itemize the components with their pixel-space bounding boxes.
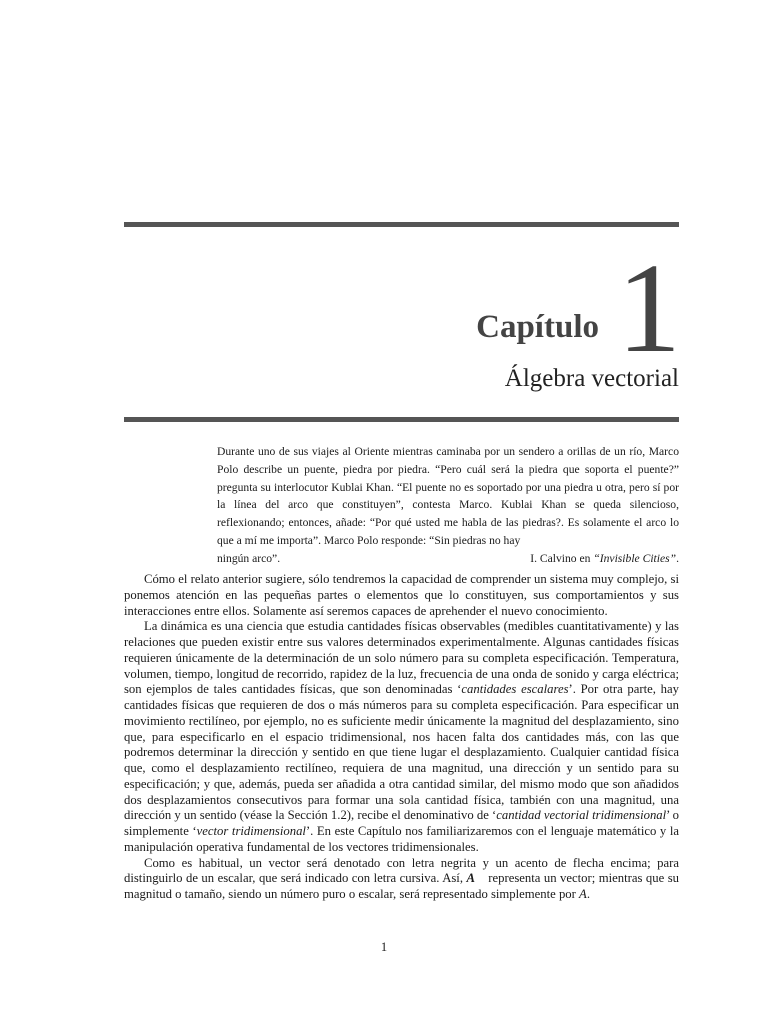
paragraph-3-part-b: representa un vector; mientras que su magnitud o tamaño, siendo un número puro o escalar, será representado simplemente por: [124, 871, 679, 901]
paragraph-3-part-c: .: [586, 887, 590, 901]
body-text: [124, 572, 679, 903]
term-vector-tridimensional: vector tridimensional: [196, 824, 306, 838]
bottom-rule: [124, 417, 679, 422]
epigraph-closing: ningún arco”.: [217, 551, 281, 565]
paragraph-3: [124, 856, 679, 903]
epigraph-last-line: [217, 550, 679, 568]
attribution-author: I. Calvino en: [530, 551, 594, 565]
scalar-symbol: A: [579, 887, 587, 901]
chapter-number: 1: [617, 236, 679, 379]
term-cantidad-vectorial: cantidad vectorial tridimensional: [496, 808, 667, 823]
paragraph-2-part-c: ’ o simplemente ‘: [124, 808, 679, 838]
chapter-word: Capítulo: [476, 309, 599, 345]
paragraph-2: [124, 619, 679, 855]
page-number: 1: [380, 940, 388, 954]
attribution-work: “Invisible Cities”: [593, 551, 677, 565]
top-rule: [124, 222, 679, 227]
paragraph-2-part-d: ’. En este Capítulo nos familiarizaremos con el lenguaje matemático y la manipulación operativa fundamental de los vectores tridimensionales.: [124, 824, 679, 854]
paragraph-1: Cómo el relato anterior sugiere, sólo tendremos la capacidad de comprender un sistema muy complejo, si ponemos atención en las pequeñas partes o elementos que lo constituyen, sus comportamientos y sus interacciones entre ellos. Solamente así seremos capaces de aprehender el nuevo conocimiento.: [124, 572, 679, 618]
epigraph-text: Durante uno de sus viajes al Oriente mientras caminaba por un sendero a orillas de un río, Marco Polo describe un puente, piedra por piedra. “Pero cuál será la piedra que soporta el puente?” pregunta su interlocutor Kublai Khan. “El puente no es soportado por una piedra u otra, pero sí por la línea del arco que constituyen”, contesta Marco. Kublai Khan se queda silencioso, reflexionando; entonces, añade: “Por qué usted me habla de las piedras?. Es solamente el arco lo que a mí me importa”. Marco Polo responde: “Sin piedras no hay: [217, 445, 679, 547]
paragraph-2-part-b: ’. Por otra parte, hay cantidades físicas que requieren de dos o más números para su completa especificación. Para especificar un movimiento rectilíneo, por ejemplo, no es suficiente medir únicamente la magnitud del desplazamiento, sino que, para especificarlo en el espacio tridimensional, nos hacen falta dos cantidades más, con las que podremos determinar la dirección y sentido en que tiene lugar el desplazamiento. Cualquier cantidad física que, como el desplazamiento rectilíneo, requiera de una magnitud, una dirección y un sentido para su especificación; y que, además, pueda ser añadida a otra cantidad similar, del mismo modo que son añadidos dos desplazamientos consecutivos para formar una sola cantidad física, también con una magnitud, una dirección y un sentido (véase la Sección 1.2), recibe el denominativo de ‘: [124, 682, 679, 823]
chapter-title: Álgebra vectorial: [504, 365, 679, 392]
paragraph-2-part-a: La dinámica es una ciencia que estudia cantidades físicas observables (medibles cuantitativamente) y las relaciones que pueden existir entre sus valores determinados experimentalmente. Algunas cantidades físicas requieren únicamente de la determinación de un solo número para su completa especificación. Temperatura, volumen, tiempo, longitud de recorrido, rapidez de la luz, frecuencia de una onda de sonido y carga eléctrica; son ejemplos de tales cantidades físicas, que son denominadas ‘: [124, 619, 679, 697]
term-cantidades-escalares: cantidades escalares: [461, 682, 569, 697]
epigraph: [217, 443, 679, 568]
paragraph-3-part-a: Como es habitual, un vector será denotado con letra negrita y un acento de flecha encima; para distinguirlo de un escalar, que será indicado con letra cursiva. Así,: [124, 855, 679, 886]
vector-symbol: A⃗: [466, 871, 485, 886]
attribution-suffix: .: [676, 551, 679, 565]
epigraph-attribution: [530, 550, 679, 568]
